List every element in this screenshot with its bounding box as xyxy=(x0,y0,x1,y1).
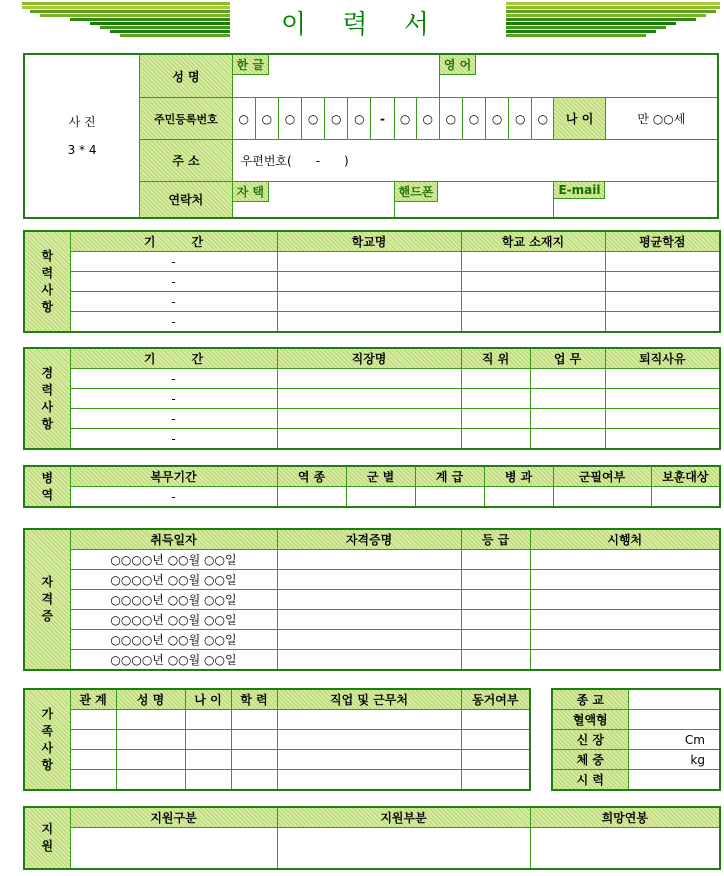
edu-period[interactable]: - xyxy=(70,252,277,272)
career-header: 기 간 xyxy=(70,348,277,369)
table-row xyxy=(24,312,720,333)
license-header: 등 급 xyxy=(461,529,530,550)
military-header: 군필여부 xyxy=(553,466,651,487)
license-date[interactable]: ○○○○년 ○○월 ○○일 xyxy=(70,610,277,630)
korean-name-field[interactable] xyxy=(232,54,439,98)
license-date[interactable]: ○○○○년 ○○월 ○○일 xyxy=(70,650,277,671)
license-table xyxy=(23,528,721,671)
home-label: 자 택 xyxy=(233,182,269,202)
military-header: 계 급 xyxy=(415,466,484,487)
table-row xyxy=(24,730,530,750)
education-section-label: 학 력 사 항 xyxy=(24,231,70,332)
career-header: 퇴직사유 xyxy=(605,348,720,369)
table-row xyxy=(24,389,720,409)
age-value[interactable]: 만 ○○세 xyxy=(605,98,718,140)
table-row xyxy=(24,369,720,389)
table-row xyxy=(24,487,720,508)
edu-header: 학교명 xyxy=(277,231,461,252)
license-date[interactable]: ○○○○년 ○○월 ○○일 xyxy=(70,630,277,650)
weight-unit[interactable]: kg xyxy=(628,750,720,770)
email-label: E-mail xyxy=(554,182,605,199)
table-row xyxy=(24,570,720,590)
table-row xyxy=(24,710,530,730)
page-title: 이 력 서 xyxy=(281,10,443,40)
edu-header: 기 간 xyxy=(70,231,277,252)
age-label: 나 이 xyxy=(554,98,605,140)
table-row xyxy=(24,630,720,650)
career-period[interactable]: - xyxy=(70,389,277,409)
application-table xyxy=(23,806,721,870)
english-label: 영 어 xyxy=(440,55,476,75)
mobile-field[interactable] xyxy=(394,182,554,218)
family-header: 동거여부 xyxy=(461,689,530,710)
table-row xyxy=(24,750,530,770)
body-info-table xyxy=(551,688,721,791)
rrn-digit[interactable]: ○ xyxy=(394,98,416,140)
license-header: 자격증명 xyxy=(277,529,461,550)
english-name-field[interactable] xyxy=(439,54,718,98)
license-date[interactable]: ○○○○년 ○○월 ○○일 xyxy=(70,570,277,590)
military-header: 병 과 xyxy=(484,466,553,487)
education-table xyxy=(23,230,721,333)
photo-size: 3 * 4 xyxy=(67,142,97,157)
military-table xyxy=(23,465,721,508)
table-row xyxy=(24,252,720,272)
rrn-digit[interactable]: ○ xyxy=(348,98,371,140)
rrn-digit[interactable]: ○ xyxy=(462,98,485,140)
license-date[interactable]: ○○○○년 ○○월 ○○일 xyxy=(70,550,277,570)
career-header: 업 무 xyxy=(530,348,605,369)
religion-label: 종 교 xyxy=(552,689,628,710)
career-header: 직장명 xyxy=(277,348,461,369)
military-header: 군 별 xyxy=(346,466,415,487)
table-row xyxy=(24,770,530,791)
apply-header: 지원구분 xyxy=(70,807,277,828)
rrn-digit[interactable]: ○ xyxy=(439,98,462,140)
rrn-digit[interactable]: ○ xyxy=(255,98,278,140)
blood-type-label: 혈액형 xyxy=(552,710,628,730)
rrn-digit[interactable]: ○ xyxy=(486,98,509,140)
edu-header: 학교 소재지 xyxy=(461,231,605,252)
career-header: 직 위 xyxy=(461,348,530,369)
license-date[interactable]: ○○○○년 ○○월 ○○일 xyxy=(70,590,277,610)
apply-header: 지원부분 xyxy=(277,807,530,828)
table-row xyxy=(24,292,720,312)
vision-value[interactable] xyxy=(628,770,720,791)
license-section-label: 자 격 증 xyxy=(24,529,70,670)
rrn-label: 주민등록번호 xyxy=(140,98,233,140)
edu-period[interactable]: - xyxy=(70,272,277,292)
blood-type-value[interactable] xyxy=(628,710,720,730)
rrn-separator: - xyxy=(371,98,394,140)
table-row xyxy=(24,828,720,870)
career-period[interactable]: - xyxy=(70,369,277,389)
address-label: 주 소 xyxy=(140,140,233,182)
photo-label: 사 진 xyxy=(68,114,96,129)
family-header: 나 이 xyxy=(185,689,231,710)
apply-department[interactable] xyxy=(277,828,530,870)
rrn-digit[interactable]: ○ xyxy=(278,98,301,140)
family-header: 학 력 xyxy=(231,689,277,710)
edu-period[interactable]: - xyxy=(70,292,277,312)
edu-header: 평균학점 xyxy=(605,231,720,252)
table-row xyxy=(24,429,720,450)
korean-label: 한 글 xyxy=(233,55,269,75)
rrn-digit[interactable]: ○ xyxy=(325,98,348,140)
address-field[interactable]: 우편번호( - ) xyxy=(232,140,718,182)
family-table xyxy=(23,688,531,791)
family-header: 관 계 xyxy=(70,689,116,710)
family-header: 직업 및 근무처 xyxy=(277,689,461,710)
name-label: 성 명 xyxy=(140,54,233,98)
desired-salary[interactable] xyxy=(530,828,720,870)
rrn-digit[interactable]: ○ xyxy=(416,98,439,140)
rrn-digit[interactable]: ○ xyxy=(302,98,325,140)
contact-label: 연락처 xyxy=(140,182,233,218)
photo-area[interactable] xyxy=(24,54,140,218)
military-section-label: 병 역 xyxy=(24,466,70,507)
rrn-digit[interactable]: ○ xyxy=(532,98,554,140)
family-header: 성 명 xyxy=(116,689,185,710)
vision-label: 시 력 xyxy=(552,770,628,791)
home-phone-field[interactable] xyxy=(232,182,394,218)
apply-category[interactable] xyxy=(70,828,277,870)
apply-section-label: 지 원 xyxy=(24,807,70,869)
email-field[interactable] xyxy=(554,182,718,218)
apply-header: 희망연봉 xyxy=(530,807,720,828)
table-row xyxy=(24,590,720,610)
career-table xyxy=(23,347,721,450)
edu-period[interactable]: - xyxy=(70,312,277,333)
mobile-label: 핸드폰 xyxy=(395,182,439,202)
table-row xyxy=(24,650,720,671)
rrn-digit[interactable]: ○ xyxy=(232,98,255,140)
table-row xyxy=(24,409,720,429)
table-row xyxy=(24,550,720,570)
military-header: 보훈대상 xyxy=(651,466,720,487)
career-period[interactable]: - xyxy=(70,409,277,429)
height-label: 신 장 xyxy=(552,730,628,750)
height-unit[interactable]: Cm xyxy=(628,730,720,750)
rrn-digit[interactable]: ○ xyxy=(509,98,532,140)
personal-info-table xyxy=(23,53,719,219)
weight-label: 체 중 xyxy=(552,750,628,770)
military-header: 복무기간 xyxy=(70,466,277,487)
table-row xyxy=(24,272,720,292)
religion-value[interactable] xyxy=(628,689,720,710)
table-row xyxy=(24,610,720,630)
military-header: 역 종 xyxy=(277,466,346,487)
family-section-label: 가 족 사 항 xyxy=(24,689,70,790)
service-period[interactable]: - xyxy=(70,487,277,508)
license-header: 취득일자 xyxy=(70,529,277,550)
career-period[interactable]: - xyxy=(70,429,277,450)
license-header: 시행처 xyxy=(530,529,720,550)
career-section-label: 경 력 사 항 xyxy=(24,348,70,449)
